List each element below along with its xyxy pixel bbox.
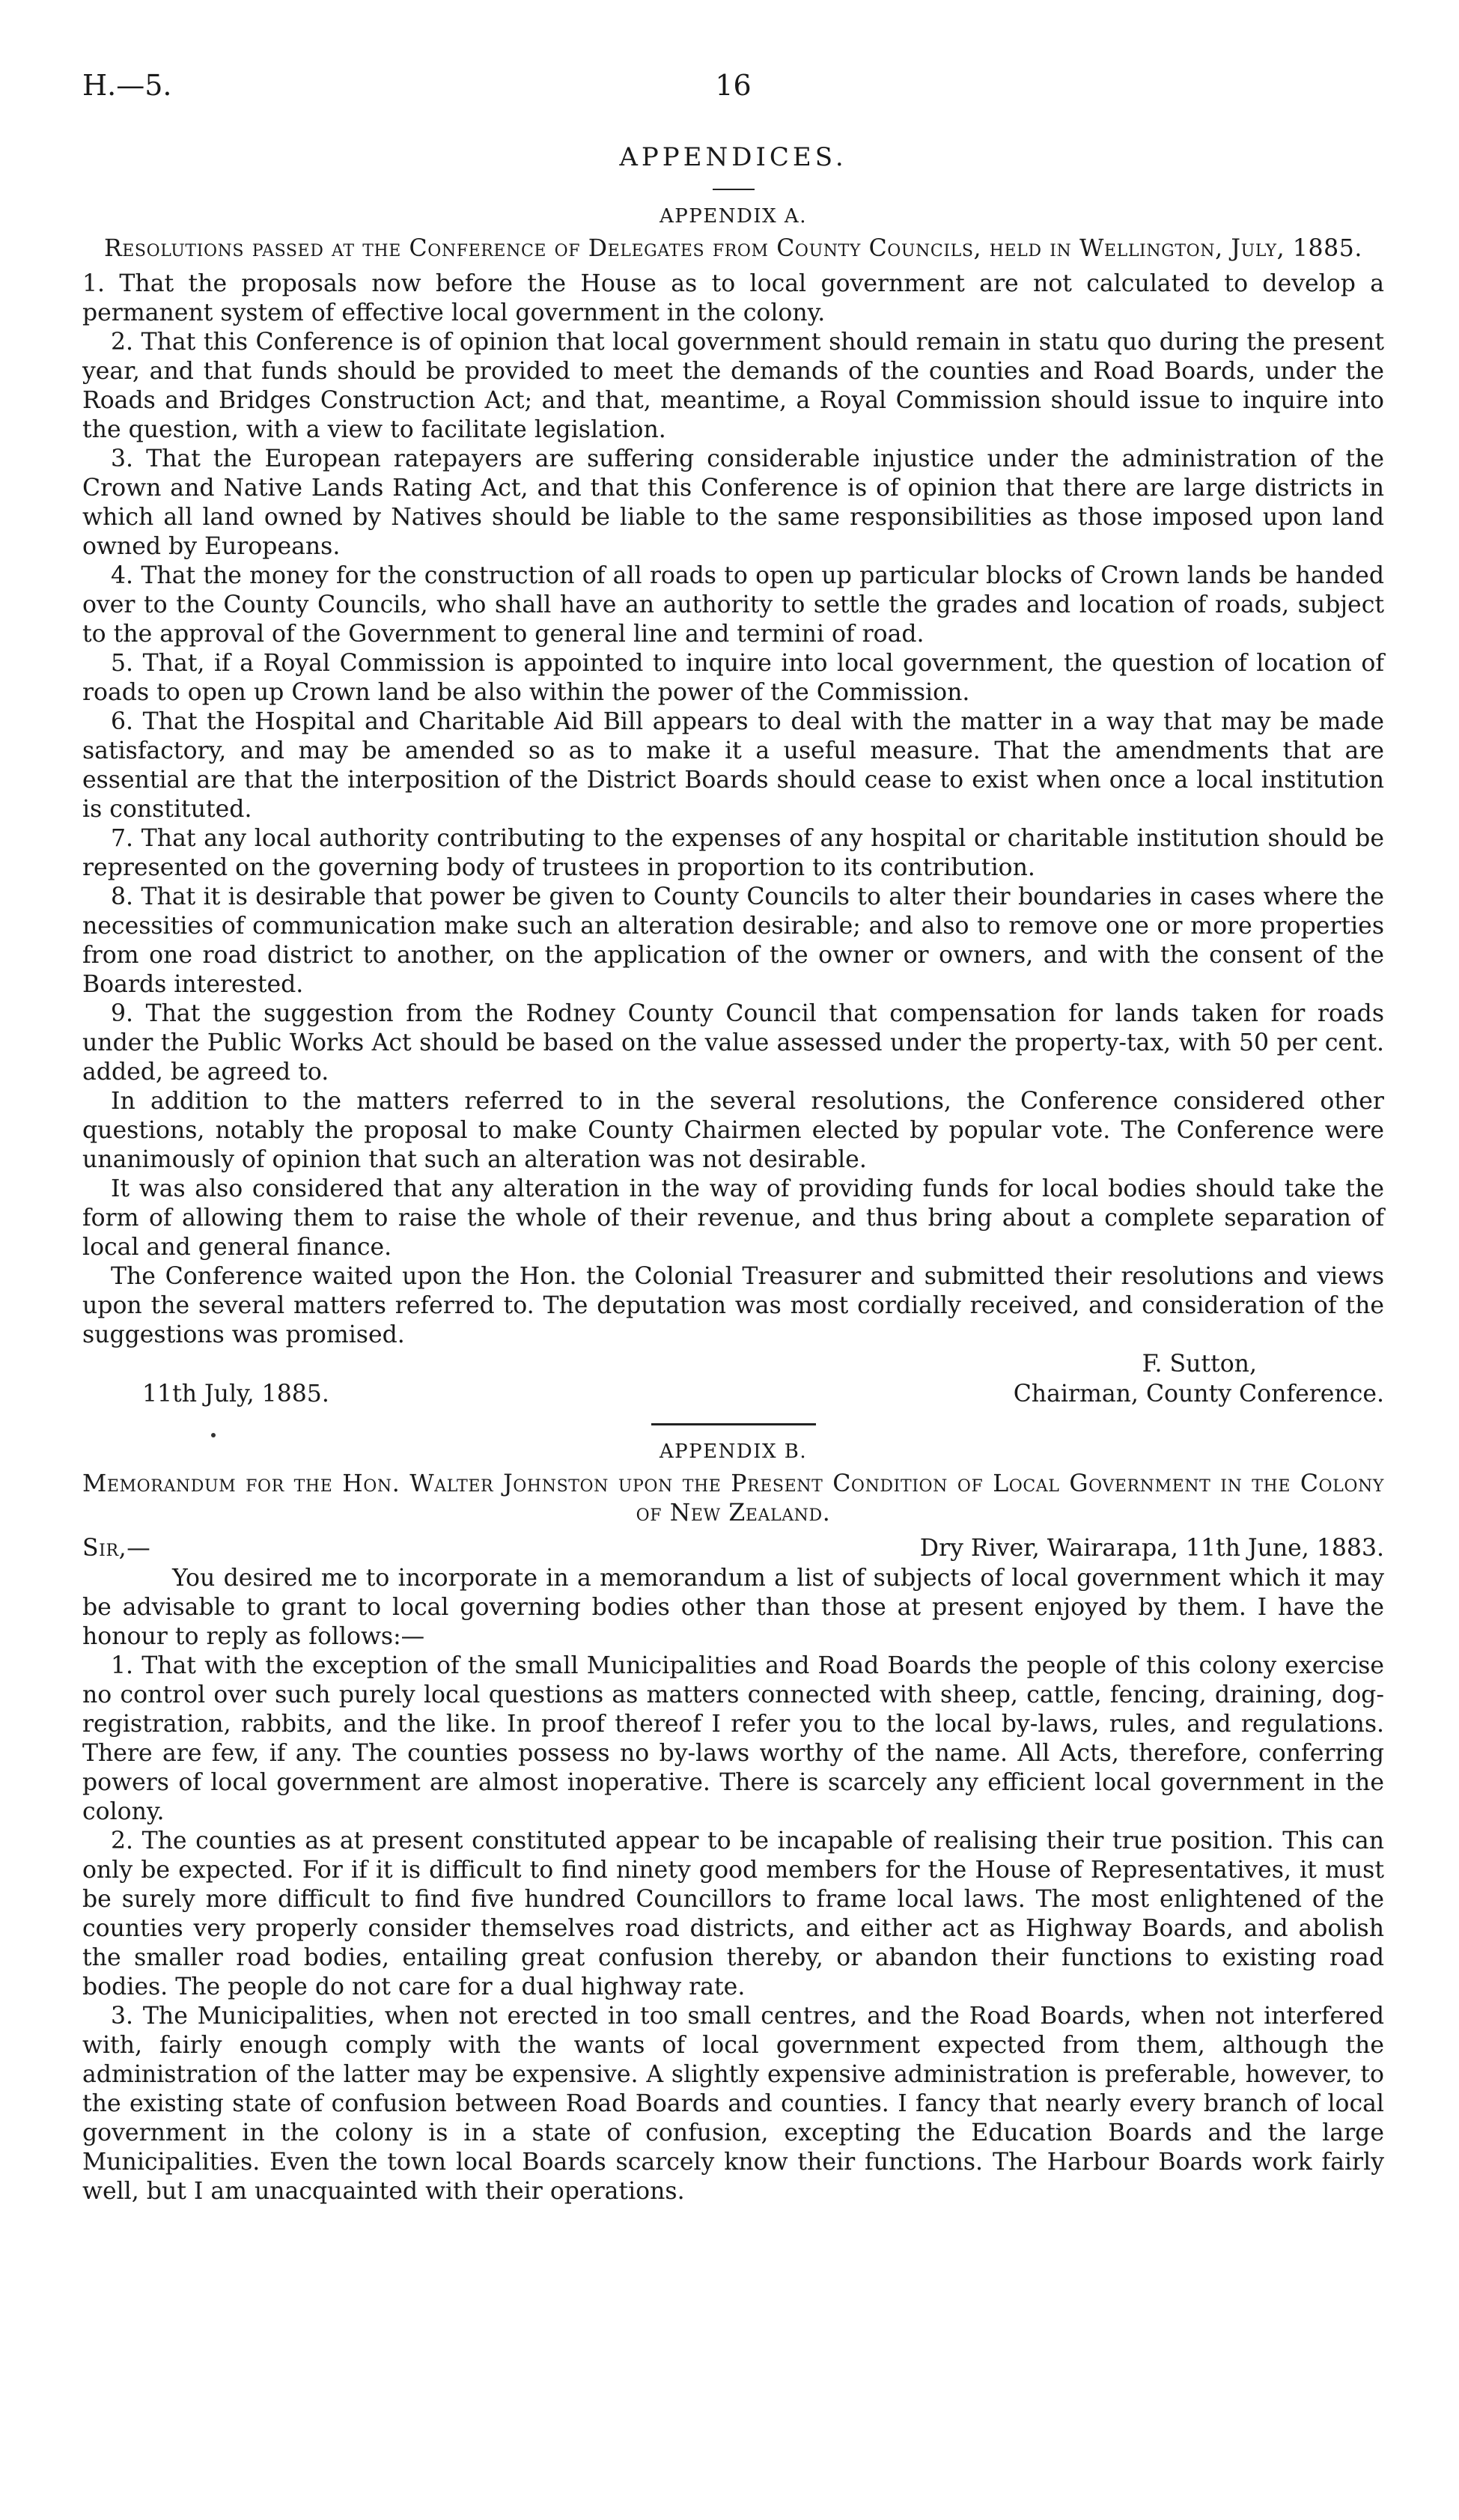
resolution-7: 7. That any local authority contributing to the expenses of any hospital or charitable institution should be represented on the governing body of trustees in proportion to its contribution. <box>82 825 1384 881</box>
appendix-b-title: Memorandum for the Hon. Walter Johnston upon the Present Condition of Local Government in the Colony of New Zealand. <box>82 1470 1384 1527</box>
resolution-2: 2. That this Conference is of opinion that local government should remain in statu quo during the present year, and that funds should be provided to meet the demands of the counties and Road Boards, under the Roads and Bridges Construction Act; and that, meantime, a Royal Commission should issue to inquire into the question, with a view to facilitate legislation. <box>82 329 1384 443</box>
appendix-a-notes <box>82 1087 1384 1350</box>
note-paragraph: The Conference waited upon the Hon. the Colonial Treasurer and submitted their resolutions and views upon the several matters referred to. The deputation was most cordially received, and consideration of the suggestions was promised. <box>82 1263 1384 1348</box>
appendix-a-label: APPENDIX A. <box>660 205 807 228</box>
heading-rule <box>713 189 755 190</box>
salutation-line <box>82 1534 1384 1564</box>
signatory-title: Chairman, County Conference. <box>1013 1381 1384 1407</box>
memorandum-paragraph: 1. That with the exception of the small Municipalities and Road Boards the people of this colony exercise no control over such purely local questions as matters connected with sheep, cattle, fencing, draining, dog-registration, rabbits, and the like. In proof thereof I refer you to the local by-laws, rules, and regulations. There are few, if any. The counties possess no by-laws worthy of the name. All Acts, therefore, conferring powers of local government are almost inoperative. There is scarcely any efficient local government in the colony. <box>82 1652 1384 1825</box>
resolution-4: 4. That the money for the construction of all roads to open up particular blocks of Crown lands be handed over to the County Councils, who shall have an authority to settle the grades and location of roads, subject to the approval of the Government to general line and termini of road. <box>82 562 1384 648</box>
memorandum-paragraphs <box>82 1652 1384 2206</box>
section-rule <box>651 1423 816 1425</box>
page-number: 16 <box>715 69 752 102</box>
salutation: Sir,— <box>82 1535 151 1562</box>
signatory-name: F. Sutton, <box>1142 1351 1257 1378</box>
resolution-1: 1. That the proposals now before the House as to local government are not calculated to develop a permanent system of effective local government in the colony. <box>82 270 1384 326</box>
appendices-heading: APPENDICES. <box>619 142 847 172</box>
memorandum-paragraph: 3. The Municipalities, when not erected in too small centres, and the Road Boards, when not interfered with, fairly enough comply with the wants of local government expected from them, although the administration of the latter may be expensive. A slightly expensive administration is preferable, however, to the existing state of confusion between Road Boards and counties. I fancy that nearly every branch of local government in the colony is in a state of confusion, excepting the Education Boards and the large Municipalities. Even the town local Boards scarcely know their functions. The Harbour Boards work fairly well, but I am unacquainted with their operations. <box>82 2003 1384 2205</box>
resolution-5: 5. That, if a Royal Commission is appointed to inquire into local government, the question of location of roads to open up Crown land be also within the power of the Commission. <box>82 650 1384 706</box>
note-paragraph: It was also considered that any alteration in the way of providing funds for local bodies should take the form of allowing them to raise the whole of their revenue, and thus bring about a complete separation of local and general finance. <box>82 1175 1384 1261</box>
appendix-a-title: Resolutions passed at the Conference of Delegates from County Councils, held in Wellington, July, 1885. <box>103 235 1363 262</box>
place-and-date: Dry River, Wairarapa, 11th June, 1883. <box>919 1535 1384 1562</box>
memorandum-paragraph: 2. The counties as at present constituted appear to be incapable of realising their true position. This can only be expected. For if it is difficult to find ninety good members for the House of Representatives, it must be surely more difficult to find five hundred Councillors to frame local laws. The most enlightened of the counties very properly consider themselves road districts, and either act as Highway Boards, and abolish the smaller road bodies, entailing great confusion thereby, or abandon their functions to existing road bodies. The people do not care for a dual highway rate. <box>82 1827 1384 2000</box>
appendix-b-label: APPENDIX B. <box>659 1440 808 1463</box>
document-reference: H.—5. <box>82 69 172 102</box>
note-paragraph: In addition to the matters referred to in the several resolutions, the Conference considered other questions, notably the proposal to make County Chairmen elected by popular vote. The Conference were unanimously of opinion that such an alteration was not desirable. <box>82 1088 1384 1173</box>
resolution-8: 8. That it is desirable that power be given to County Councils to alter their boundaries in cases where the necessities of communication make such an alteration desirable; and also to remove one or more properties from one road district to another, on the application of the owner or owners, and with the consent of the Boards interested. <box>82 883 1384 998</box>
appendix-a-resolutions <box>82 270 1384 1087</box>
memorandum-intro: You desired me to incorporate in a memorandum a list of subjects of local government which it may be advisable to grant to local governing bodies other than those at present enjoyed by them. I have the honour to reply as follows:— <box>82 1565 1384 1650</box>
resolution-date: 11th July, 1885. <box>142 1381 329 1407</box>
signature-block <box>82 1350 1384 1411</box>
resolution-3: 3. That the European ratepayers are suffering considerable injustice under the administration of the Crown and Native Lands Rating Act, and that this Conference is of opinion that there are large districts in which all land owned by Natives should be liable to the same responsibilities as those imposed upon land owned by Europeans. <box>82 445 1384 560</box>
resolution-9: 9. That the suggestion from the Rodney County Council that compensation for lands taken for roads under the Public Works Act should be based on the value assessed under the property-tax, with 50 per cent. added, be agreed to. <box>82 1000 1384 1086</box>
resolution-6: 6. That the Hospital and Charitable Aid Bill appears to deal with the matter in a way that may be made satisfactory, and may be amended so as to make it a useful measure. That the amendments that are essential are that the interposition of the District Boards should cease to exist when once a local institution is constituted. <box>82 708 1384 823</box>
page-header <box>82 71 1384 116</box>
